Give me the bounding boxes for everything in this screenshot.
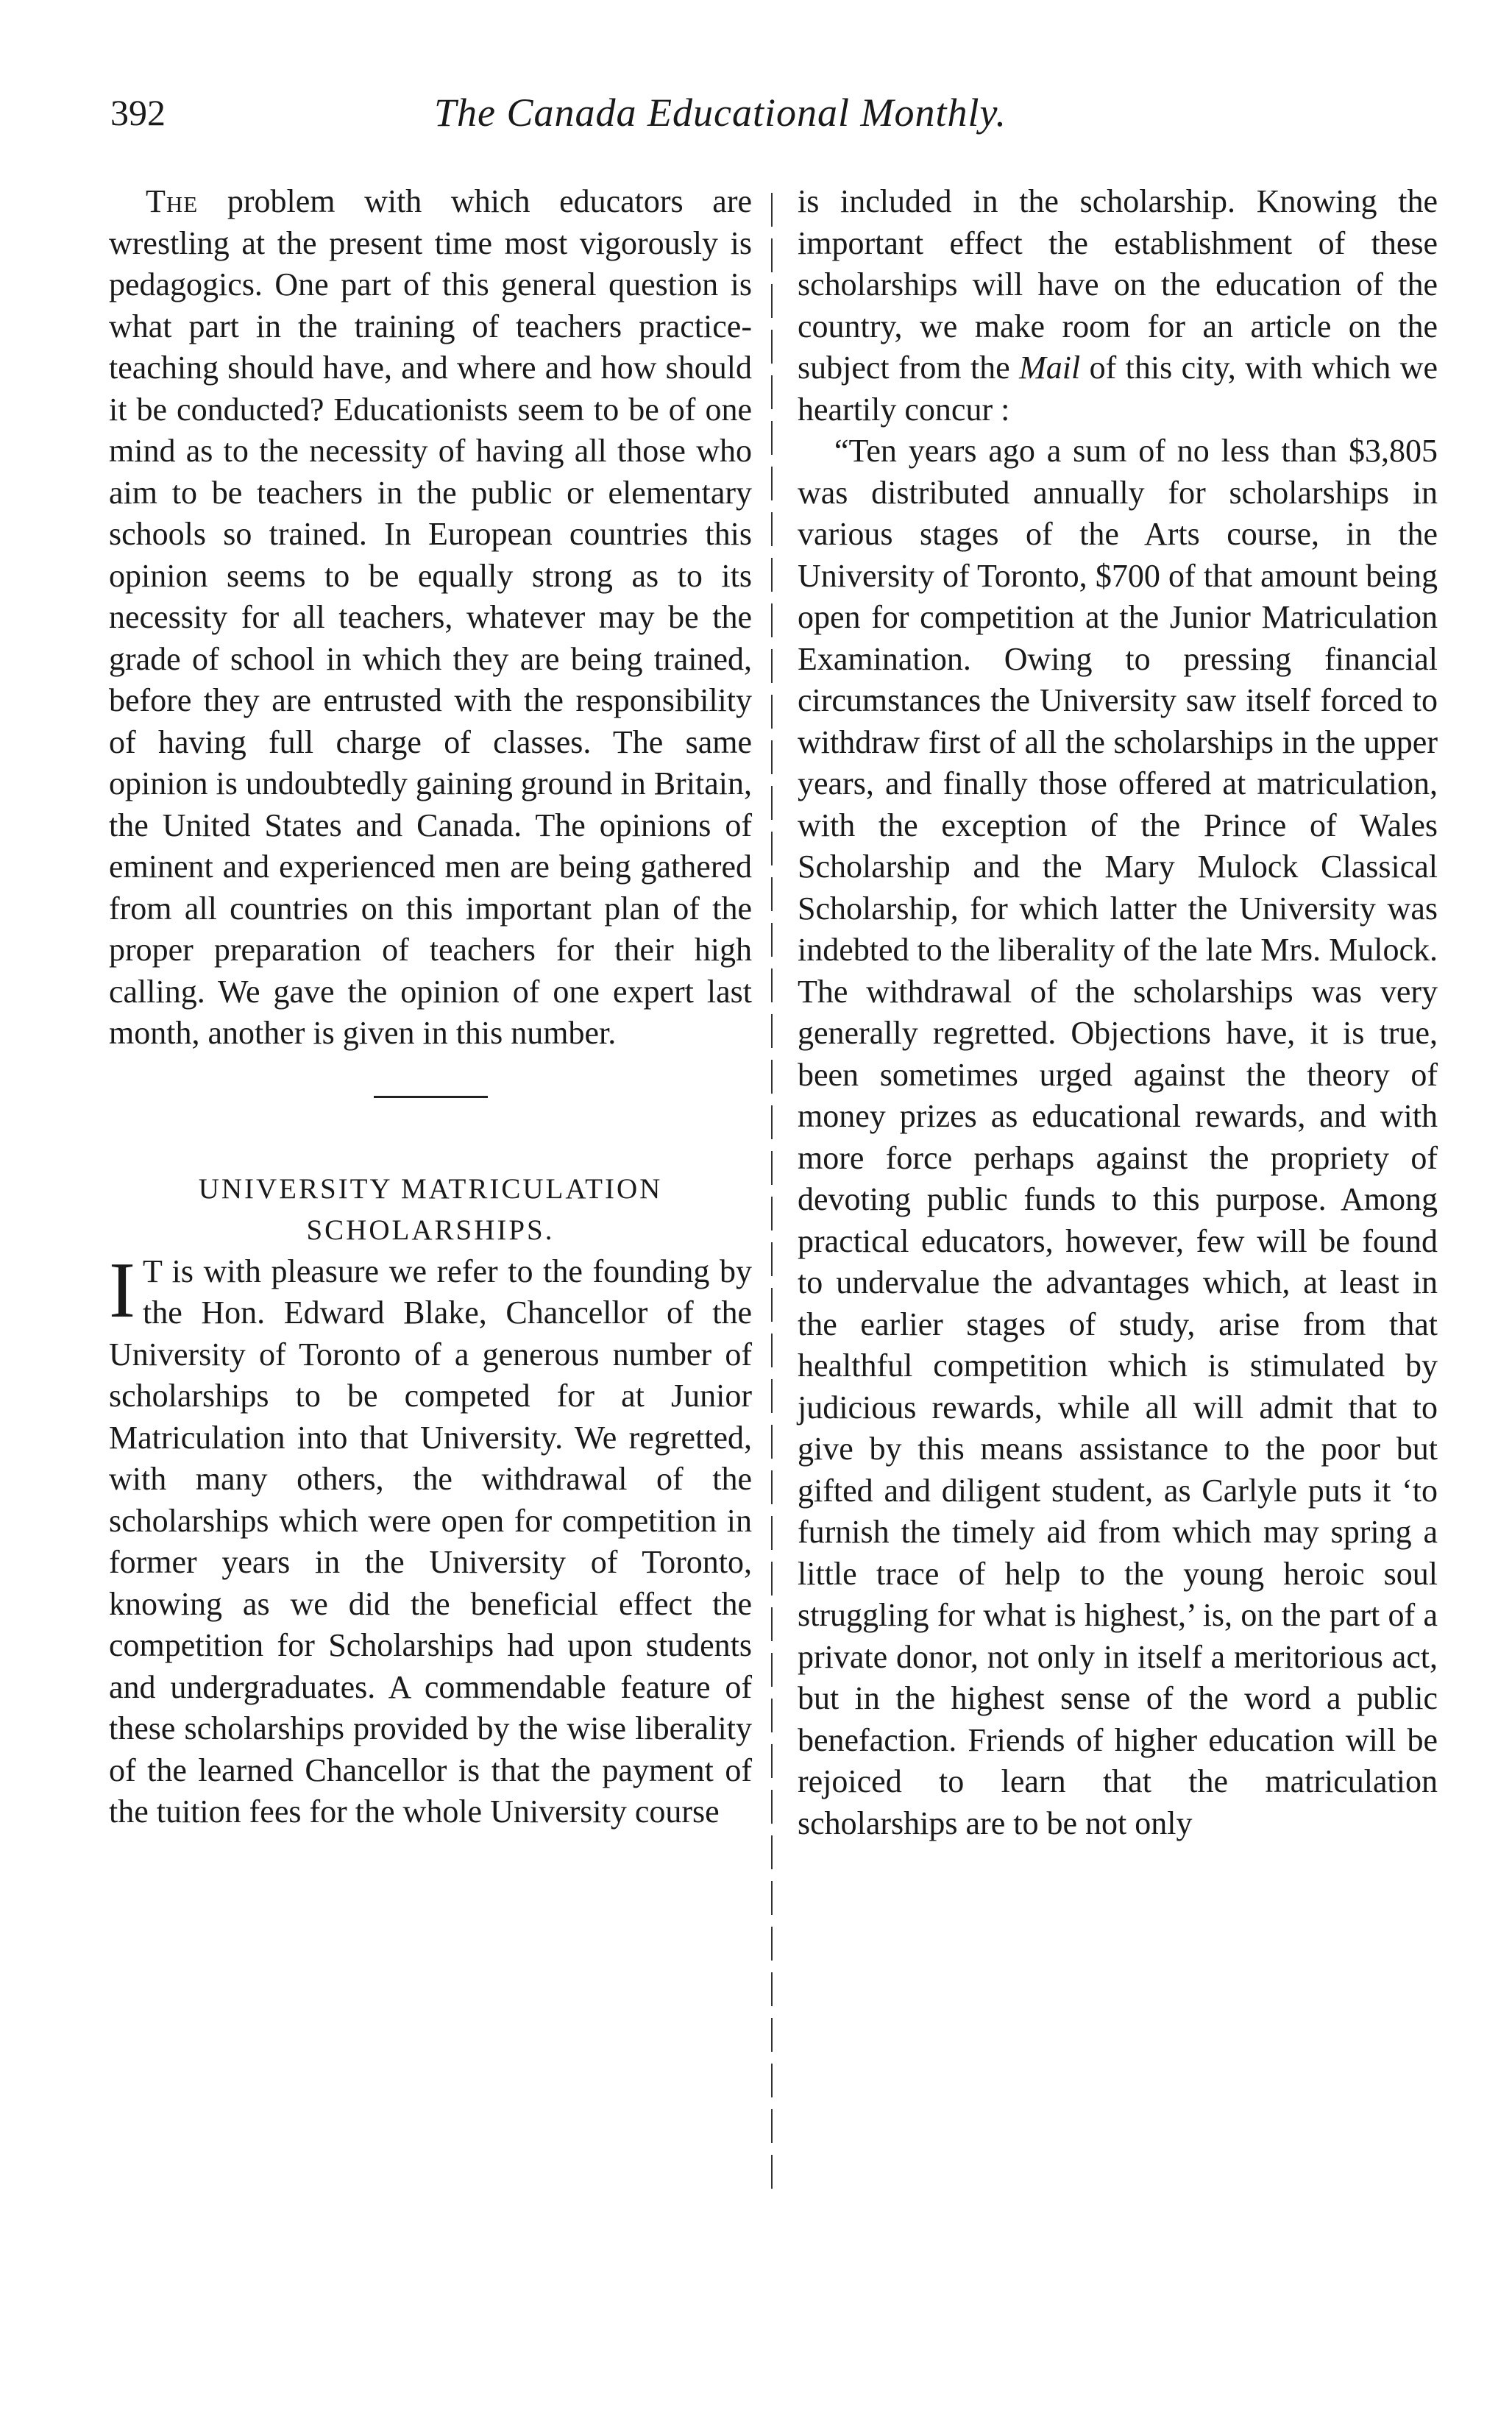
article-text: T is with pleasure we refer to the founding by the Hon. Edward Blake, Chancellor of the University of Toronto of a generous number of scholarships to be competed for at Junior Matriculation into that University. We regretted, with many others, the withdrawal of the scholarships which were open for competition in former years in the University of Toronto, knowing as we did the beneficial effect the competition for Scholarships had upon students and undergraduates. A commendable feature of these scholarships provided by the wise liberality of the learned Chancellor is that the payment of the tuition fees for the whole University course: [109, 1253, 752, 1830]
continuation-end-text: of this city, with which we heartily concur :: [798, 350, 1438, 428]
dropcap-letter: I: [109, 1246, 135, 1334]
intro-text: problem with which educators are wrestling at the present time most vigorously is pedagogics. One part of this general question is what part in the training of teachers practice-teaching should have, and where and how should it be conducted? Educationists seem to be of one mind as to the necessity of having all those who aim to be teachers in the public or elementary schools so trained. In European countries this opinion seems to be equally strong as to its necessity for all teachers, whatever may be the grade of school in which they are being trained, before they are entrusted with the responsibility of having full charge of classes. The same opinion is undoubtedly gaining ground in Britain, the United States and Canada. The opinions of eminent and experienced men are being gathered from all countries on this important plan of the proper preparation of teachers for their high calling. We gave the opinion of one expert last month, another is given in this number.: [109, 183, 752, 1051]
intro-lead-word: The: [146, 183, 199, 219]
running-title: The Canada Educational Monthly.: [434, 91, 1007, 135]
mail-title: Mail: [1019, 350, 1081, 386]
page-number: 392: [110, 92, 166, 133]
continuation-paragraph: [798, 181, 1438, 431]
section-heading: UNIVERSITY MATRICULATION SCHOLARSHIPS.: [198, 1172, 663, 1246]
intro-paragraph: [109, 181, 752, 1055]
column-divider-rule: [771, 193, 773, 2195]
article-paragraph: [109, 1246, 752, 1833]
right-column: [798, 181, 1438, 1844]
quoted-article-paragraph: “Ten years ago a sum of no less than $3,805 was distributed annually for scholarships in various stages of the Arts course, in the University of Toronto, $700 of that amount being open for competition at the Junior Matriculation Examination. Owing to pressing financial circumstances the University saw itself forced to withdraw first of all the scholarships in the upper years, and finally those offered at matriculation, with the exception of the Prince of Wales Scholarship and the Mary Mulock Classical Scholarship, for which latter the University was indebted to the liberality of the late Mrs. Mulock. The withdrawal of the scholarships was very generally regretted. Objections have, it is true, been sometimes urged against the theory of money prizes as educational rewards, and with more force perhaps against the propriety of devoting public funds to this purpose. Among practical educators, however, few will be found to undervalue the advantages which, at least in the earlier stages of study, arise from that healthful competition which is stimulated by judicious rewards, while all will admit that to give by this means assistance to the poor but gifted and diligent student, as Carlyle puts it ‘to furnish the timely aid from which may spring a little trace of help to the young heroic soul struggling for what is highest,’ is, on the part of a private donor, not only in itself a meritorious act, but in the highest sense of the word a public benefaction. Friends of higher education will be rejoiced to learn that the matriculation scholarships are to be not only: [798, 433, 1438, 1841]
continuation-text: is included in the scholarship. Knowing the important effect the establishment of these scholarships will have on the education of the country, we make room for an article on the subject from the: [798, 183, 1438, 386]
left-column: [109, 181, 752, 1833]
section-divider: [374, 1096, 488, 1098]
page-header: [110, 87, 1405, 146]
